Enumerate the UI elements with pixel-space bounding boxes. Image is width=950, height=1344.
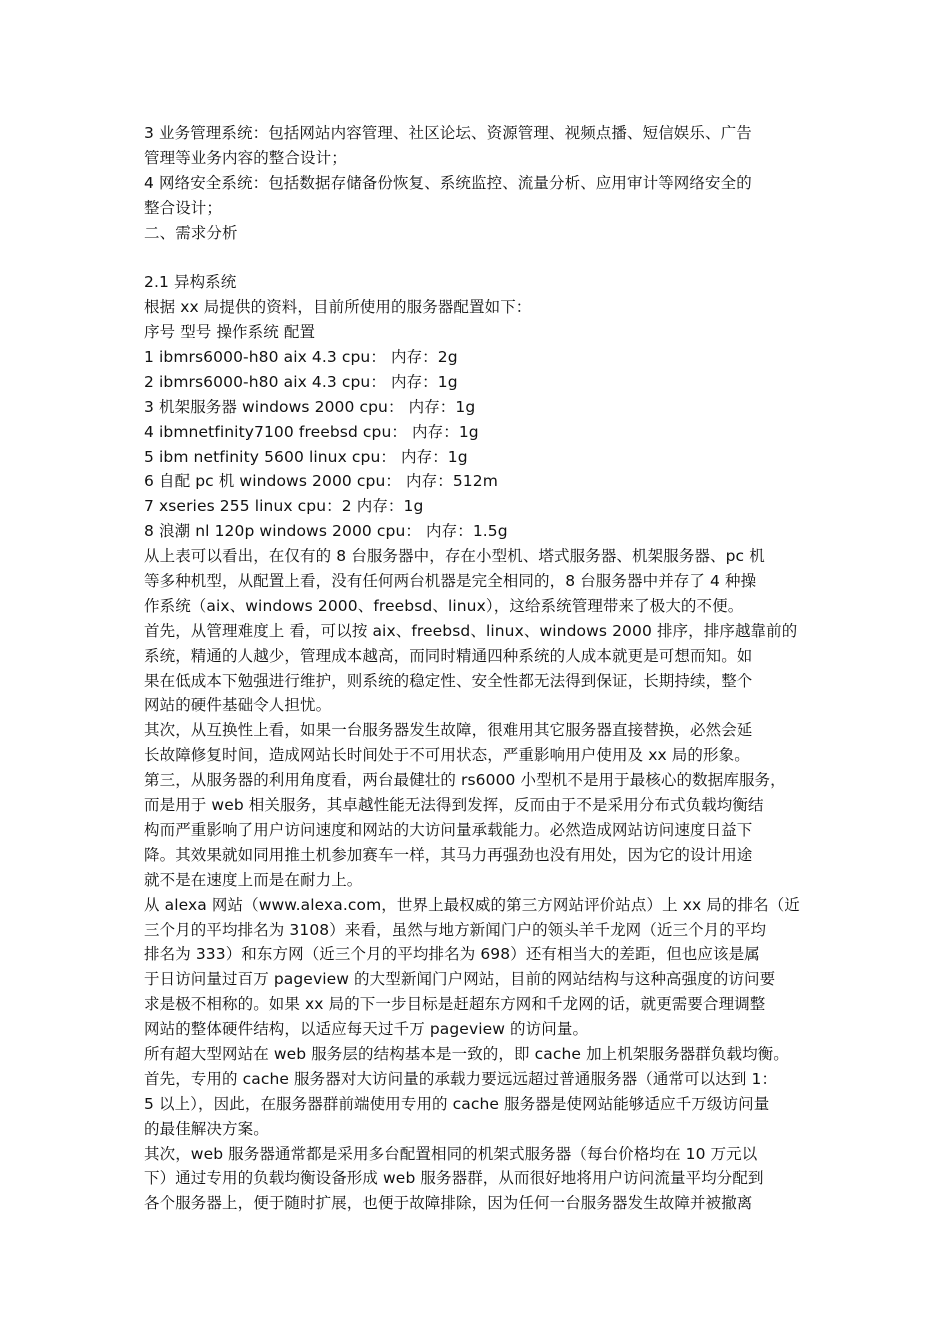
text-line: 构而严重影响了用户访问速度和网站的大访问量承载能力。必然造成网站访问速度日益下 [144, 820, 753, 839]
text-line: 5 ibm netfinity 5600 linux cpu： 内存：1g [144, 447, 468, 466]
text-line: 等多种机型，从配置上看，没有任何两台机器是完全相同的，8 台服务器中并存了 4 种操 [144, 572, 757, 591]
text-line: 其次，web 服务器通常都是采用多台配置相同的机架式服务器（每台价格均在 10 万元以 [144, 1144, 758, 1163]
text-line: 排名为 333）和东方网（近三个月的平均排名为 698）还有相当大的差距，但也应该是属 [144, 945, 760, 964]
text-line: 8 浪潮 nl 120p windows 2000 cpu： 内存：1.5g [144, 522, 508, 541]
blank-line [144, 245, 812, 270]
text-line: 二、需求分析 [144, 223, 238, 242]
text-line: 所有超大型网站在 web 服务层的结构基本是一致的，即 cache 加上机架服务器群负载均衡。 [144, 1044, 789, 1063]
text-line: 根据 xx 局提供的资料，目前所使用的服务器配置如下： [144, 298, 532, 317]
text-line: 第三，从服务器的利用角度看，两台最健壮的 rs6000 小型机不是用于最核心的数据库服务， [144, 771, 786, 790]
text-line: 而是用于 web 相关服务，其卓越性能无法得到发挥，反而由于不是采用分布式负载均衡结 [144, 796, 764, 815]
text-line: 下）通过专用的负载均衡设备形成 web 服务器群，从而很好地将用户访问流量平均分配到 [144, 1169, 764, 1188]
text-line: 其次，从互换性上看，如果一台服务器发生故障，很难用其它服务器直接替换，必然会延 [144, 721, 753, 740]
text-line: 降。其效果就如同用推土机参加赛车一样，其马力再强劲也没有用处，因为它的设计用途 [144, 845, 753, 864]
text-line: 5 以上），因此，在服务器群前端使用专用的 cache 服务器是使网站能够适应千万级访问量 [144, 1094, 770, 1113]
text-line: 2.1 异构系统 [144, 273, 237, 292]
text-line: 果在低成本下勉强进行维护，则系统的稳定性、安全性都无法得到保证，长期持续，整个 [144, 671, 753, 690]
text-line: 的最佳解决方案。 [144, 1119, 269, 1138]
text-line: 整合设计； [144, 198, 223, 217]
text-line: 首先，专用的 cache 服务器对大访问量的承载力要远远超过普通服务器（通常可以达到 1： [144, 1069, 778, 1088]
document-body [144, 121, 812, 1216]
text-line: 长故障修复时间，造成网站长时间处于不可用状态，严重影响用户使用及 xx 局的形象。 [144, 746, 750, 765]
text-line: 从 alexa 网站（www.alexa.com，世界上最权威的第三方网站评价站点）上 xx 局的排名（近 [144, 895, 800, 914]
text-line: 各个服务器上，便于随时扩展，也便于故障排除，因为任何一台服务器发生故障并被撤离 [144, 1194, 753, 1213]
text-line: 序号 型号 操作系统 配置 [144, 323, 316, 342]
text-line: 4 网络安全系统：包括数据存储备份恢复、系统监控、流量分析、应用审计等网络安全的 [144, 173, 752, 192]
text-line: 于日访问量过百万 pageview 的大型新闻门户网站，目前的网站结构与这种高强度的访问要 [144, 970, 776, 989]
text-line: 管理等业务内容的整合设计； [144, 148, 347, 167]
text-line: 求是极不相称的。如果 xx 局的下一步目标是赶超东方网和千龙网的话，就更需要合理调整 [144, 995, 766, 1014]
text-line: 1 ibmrs6000-h80 aix 4.3 cpu： 内存：2g [144, 348, 458, 367]
text-line: 三个月的平均排名为 3108）来看，虽然与地方新闻门户的领头羊千龙网（近三个月的平均 [144, 920, 767, 939]
text-line: 首先，从管理难度上 看，可以按 aix、freebsd、linux、windows 2000 排序，排序越靠前的 [144, 621, 798, 640]
text-line: 从上表可以看出，在仅有的 8 台服务器中，存在小型机、塔式服务器、机架服务器、pc 机 [144, 547, 765, 566]
text-line: 3 业务管理系统：包括网站内容管理、社区论坛、资源管理、视频点播、短信娱乐、广告 [144, 124, 752, 142]
text-line: 作系统（aix、windows 2000、freebsd、linux），这给系统管理带来了极大的不便。 [144, 596, 744, 615]
text-line: 系统，精通的人越少，管理成本越高，而同时精通四种系统的人成本就更是可想而知。如 [144, 646, 753, 665]
text-line: 7 xseries 255 linux cpu：2 内存：1g [144, 497, 424, 516]
text-line: 网站的硬件基础令人担忧。 [144, 696, 332, 715]
text-line: 就不是在速度上而是在耐力上。 [144, 870, 363, 889]
text-line: 3 机架服务器 windows 2000 cpu： 内存：1g [144, 397, 476, 416]
text-line: 4 ibmnetfinity7100 freebsd cpu： 内存：1g [144, 422, 479, 441]
text-line: 网站的整体硬件结构，以适应每天过千万 pageview 的访问量。 [144, 1020, 589, 1039]
text-line: 2 ibmrs6000-h80 aix 4.3 cpu： 内存：1g [144, 372, 458, 391]
text-line: 6 自配 pc 机 windows 2000 cpu： 内存：512m [144, 472, 498, 491]
